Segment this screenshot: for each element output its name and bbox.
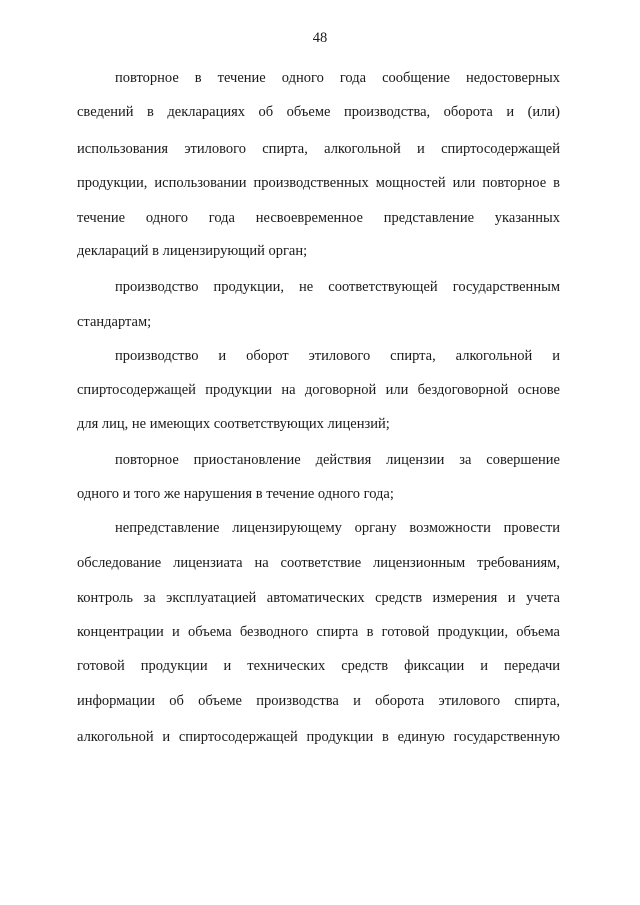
text-line: алкогольной и спиртосодержащей продукции в единую государственную — [77, 729, 560, 745]
text-line: повторное в течение одного года сообщение недостоверных — [115, 70, 560, 86]
text-line: готовой продукции и технических средств фиксации и передачи — [77, 658, 560, 674]
text-line: одного и того же нарушения в течение одного года; — [77, 486, 394, 502]
text-line: обследование лицензиата на соответствие лицензионным требованиям, — [77, 555, 560, 571]
text-line: сведений в декларациях об объеме производства, оборота и (или) — [77, 104, 560, 120]
text-line: для лиц, не имеющих соответствующих лицензий; — [77, 416, 390, 432]
text-line: использования этилового спирта, алкогольной и спиртосодержащей — [77, 141, 560, 157]
text-line: концентрации и объема безводного спирта в готовой продукции, объема — [77, 624, 560, 640]
text-line: стандартам; — [77, 314, 152, 330]
text-line: информации об объеме производства и оборота этилового спирта, — [77, 693, 560, 709]
text-line: деклараций в лицензирующий орган; — [77, 243, 308, 259]
text-line: производство продукции, не соответствующей государственным — [115, 279, 560, 295]
text-line: повторное приостановление действия лицензии за совершение — [115, 452, 560, 468]
text-line: контроль за эксплуатацией автоматических средств измерения и учета — [77, 590, 560, 606]
text-line: производство и оборот этилового спирта, алкогольной и — [115, 348, 560, 364]
text-line: непредставление лицензирующему органу возможности провести — [115, 520, 560, 536]
text-line: продукции, использовании производственных мощностей или повторное в — [77, 175, 560, 191]
page-number: 48 — [312, 30, 328, 46]
text-line: спиртосодержащей продукции на договорной или бездоговорной основе — [77, 382, 560, 398]
text-line: течение одного года несвоевременное представление указанных — [77, 210, 560, 226]
